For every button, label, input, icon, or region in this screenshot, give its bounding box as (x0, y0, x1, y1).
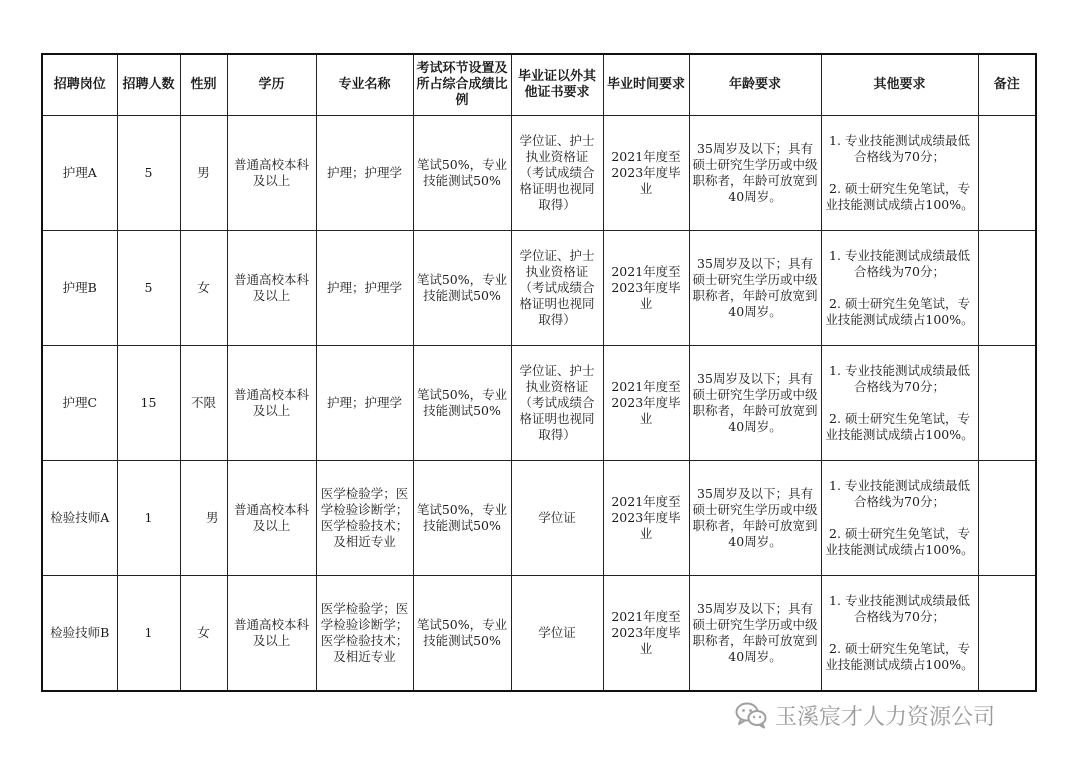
cell-major: 护理；护理学 (316, 116, 413, 231)
cell-other (821, 346, 978, 461)
cell-note (978, 576, 1036, 692)
cell-exam: 笔试50%，专业技能测试50% (413, 116, 511, 231)
other-req-1: 1. 专业技能测试成绩最低合格线为70分； (829, 478, 970, 509)
wechat-icon (735, 701, 767, 729)
other-req-2: 2. 硕士研究生免笔试，专业技能测试成绩占100%。 (825, 641, 974, 672)
cell-graduation: 2021年度至2023年度毕业 (603, 231, 689, 346)
cell-major: 护理；护理学 (316, 346, 413, 461)
cell-age: 35周岁及以下；具有硕士研究生学历或中级职称者，年龄可放宽到40周岁。 (689, 231, 821, 346)
cell-exam: 笔试50%，专业技能测试50% (413, 576, 511, 692)
cell-certificate: 学位证、护士执业资格证（考试成绩合格证明也视同取得） (511, 231, 603, 346)
cell-certificate: 学位证 (511, 461, 603, 576)
header-graduation: 毕业时间要求 (603, 54, 689, 116)
header-age: 年龄要求 (689, 54, 821, 116)
cell-education: 普通高校本科及以上 (227, 576, 316, 692)
cell-education: 普通高校本科及以上 (227, 231, 316, 346)
cell-post: 检验技师A (42, 461, 117, 576)
cell-education: 普通高校本科及以上 (227, 116, 316, 231)
header-education: 学历 (227, 54, 316, 116)
watermark-text: 玉溪宸才人力资源公司 (775, 704, 996, 730)
cell-post: 护理C (42, 346, 117, 461)
cell-age: 35周岁及以下；具有硕士研究生学历或中级职称者，年龄可放宽到40周岁。 (689, 346, 821, 461)
other-req-1: 1. 专业技能测试成绩最低合格线为70分； (829, 363, 970, 394)
table-row (42, 576, 1036, 692)
cell-note (978, 231, 1036, 346)
header-exam: 考试环节设置及所占综合成绩比例 (413, 54, 511, 116)
cell-count: 1 (117, 576, 180, 692)
cell-certificate: 学位证、护士执业资格证（考试成绩合格证明也视同取得） (511, 116, 603, 231)
cell-other (821, 116, 978, 231)
cell-certificate: 学位证 (511, 576, 603, 692)
cell-education: 普通高校本科及以上 (227, 461, 316, 576)
cell-post: 护理B (42, 231, 117, 346)
cell-other (821, 231, 978, 346)
cell-gender: 男 (180, 461, 227, 576)
header-note: 备注 (978, 54, 1036, 116)
cell-major: 护理；护理学 (316, 231, 413, 346)
header-count: 招聘人数 (117, 54, 180, 116)
other-req-2: 2. 硕士研究生免笔试，专业技能测试成绩占100%。 (825, 296, 974, 327)
cell-graduation: 2021年度至2023年度毕业 (603, 576, 689, 692)
other-req-2: 2. 硕士研究生免笔试，专业技能测试成绩占100%。 (825, 526, 974, 557)
header-gender: 性别 (180, 54, 227, 116)
other-req-2: 2. 硕士研究生免笔试，专业技能测试成绩占100%。 (825, 181, 974, 212)
cell-gender: 女 (180, 231, 227, 346)
cell-age: 35周岁及以下；具有硕士研究生学历或中级职称者，年龄可放宽到40周岁。 (689, 576, 821, 692)
cell-certificate: 学位证、护士执业资格证（考试成绩合格证明也视同取得） (511, 346, 603, 461)
cell-gender: 女 (180, 576, 227, 692)
cell-major: 医学检验学；医学检验诊断学；医学检验技术；及相近专业 (316, 576, 413, 692)
other-req-2: 2. 硕士研究生免笔试，专业技能测试成绩占100%。 (825, 411, 974, 442)
header-major: 专业名称 (316, 54, 413, 116)
cell-post: 护理A (42, 116, 117, 231)
table-row (42, 231, 1036, 346)
cell-other (821, 461, 978, 576)
cell-note (978, 461, 1036, 576)
header-row (42, 54, 1036, 116)
cell-other (821, 576, 978, 692)
cell-exam: 笔试50%，专业技能测试50% (413, 346, 511, 461)
cell-age: 35周岁及以下；具有硕士研究生学历或中级职称者，年龄可放宽到40周岁。 (689, 116, 821, 231)
cell-note (978, 346, 1036, 461)
table-row (42, 116, 1036, 231)
header-other: 其他要求 (821, 54, 978, 116)
other-req-1: 1. 专业技能测试成绩最低合格线为70分； (829, 593, 970, 624)
watermark (735, 700, 995, 730)
cell-note (978, 116, 1036, 231)
cell-post: 检验技师B (42, 576, 117, 692)
cell-gender: 不限 (180, 346, 227, 461)
recruitment-table (41, 53, 1037, 692)
cell-count: 1 (117, 461, 180, 576)
cell-graduation: 2021年度至2023年度毕业 (603, 116, 689, 231)
cell-count: 5 (117, 231, 180, 346)
cell-exam: 笔试50%，专业技能测试50% (413, 231, 511, 346)
header-post: 招聘岗位 (42, 54, 117, 116)
table-row (42, 346, 1036, 461)
header-certificate: 毕业证以外其他证书要求 (511, 54, 603, 116)
cell-gender: 男 (180, 116, 227, 231)
cell-education: 普通高校本科及以上 (227, 346, 316, 461)
cell-exam: 笔试50%，专业技能测试50% (413, 461, 511, 576)
cell-age: 35周岁及以下；具有硕士研究生学历或中级职称者，年龄可放宽到40周岁。 (689, 461, 821, 576)
table-row (42, 461, 1036, 576)
other-req-1: 1. 专业技能测试成绩最低合格线为70分； (829, 133, 970, 164)
cell-count: 15 (117, 346, 180, 461)
cell-major: 医学检验学；医学检验诊断学；医学检验技术；及相近专业 (316, 461, 413, 576)
cell-count: 5 (117, 116, 180, 231)
cell-graduation: 2021年度至2023年度毕业 (603, 346, 689, 461)
cell-graduation: 2021年度至2023年度毕业 (603, 461, 689, 576)
other-req-1: 1. 专业技能测试成绩最低合格线为70分； (829, 248, 970, 279)
